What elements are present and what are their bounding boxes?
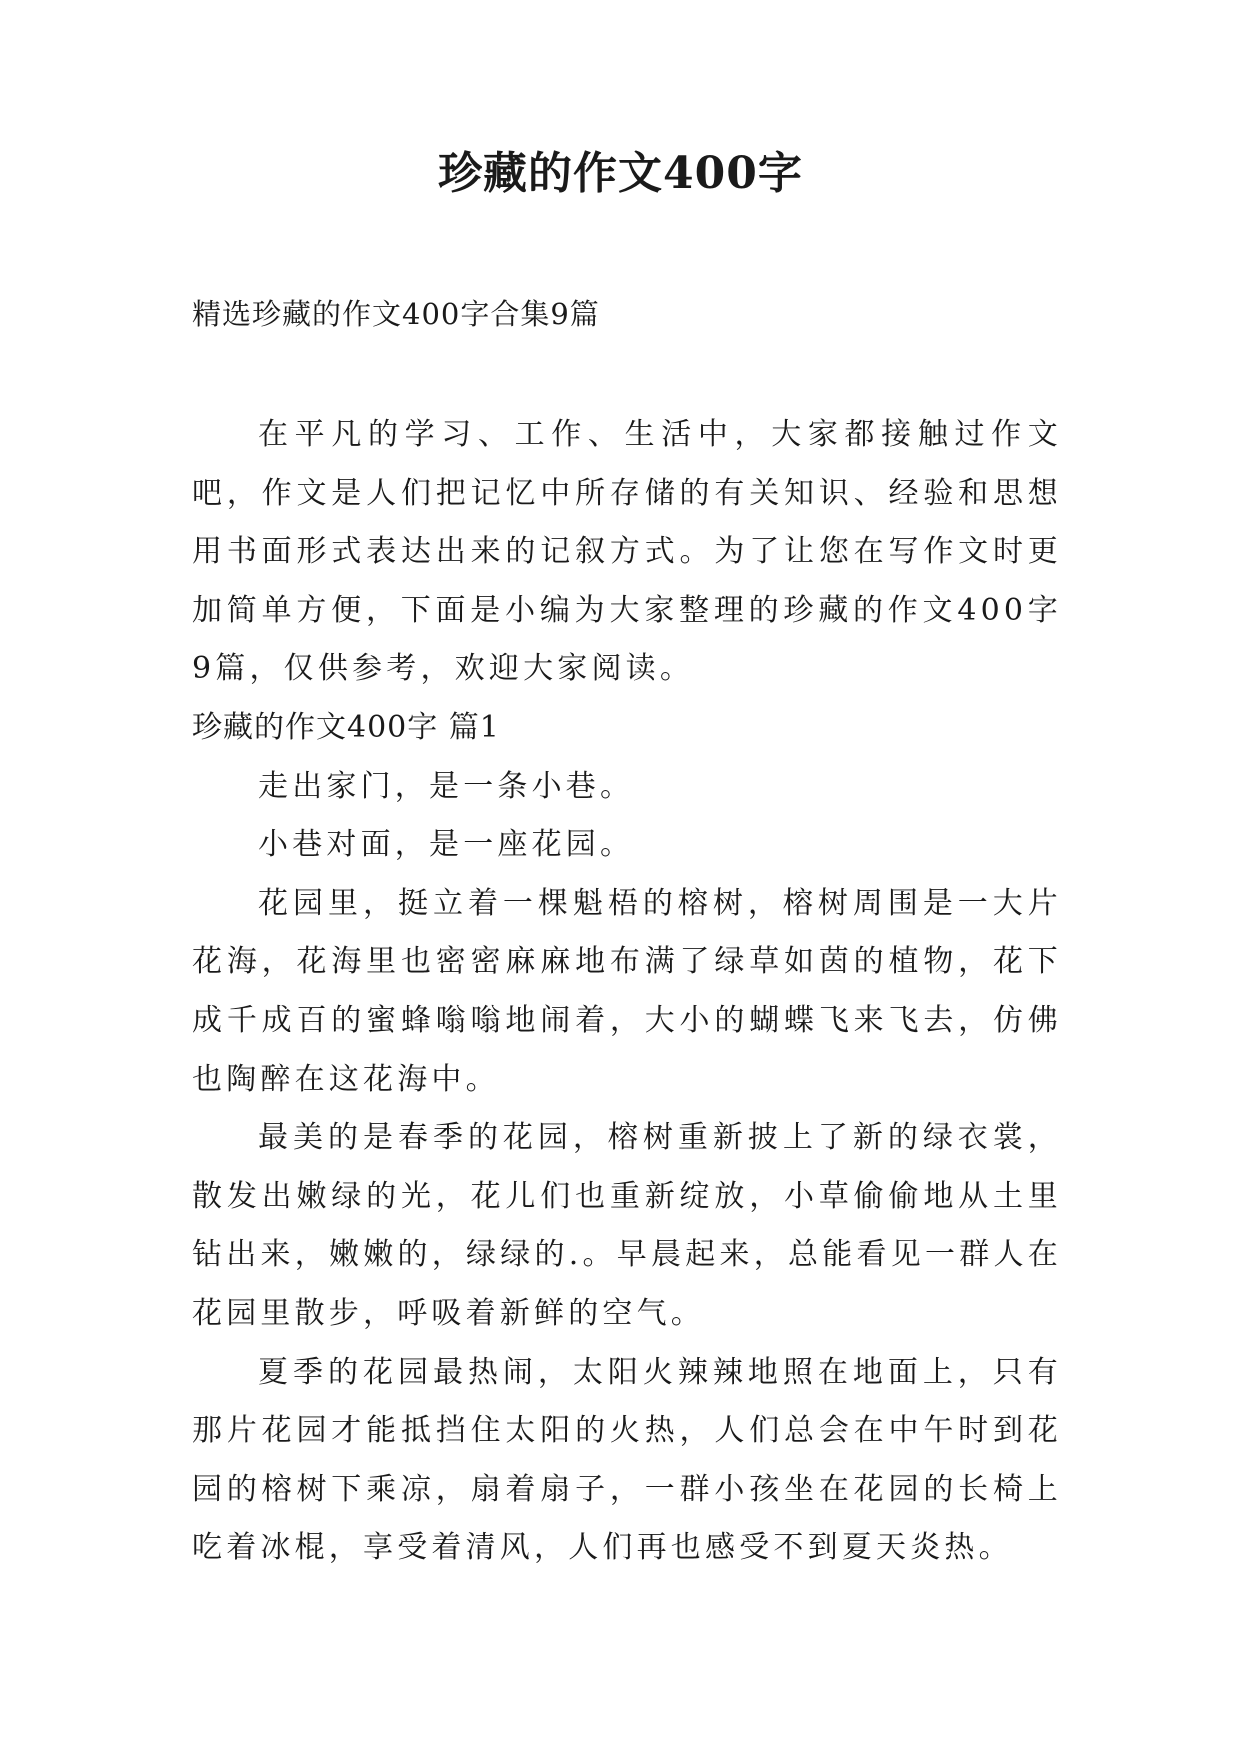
document-body xyxy=(192,406,1062,1578)
body-paragraph: 走出家门，是一条小巷。 xyxy=(258,768,635,804)
body-paragraph: 夏季的花园最热闹，太阳火辣辣地照在地面上，只有那片花园才能抵挡住太阳的火热，人们总会在中午时到花园的榕树下乘凉，扇着扇子，一群小孩坐在花园的长椅上吃着冰棍，享受着清风，人们再也感受不到夏天炎热。 xyxy=(192,1354,1062,1566)
intro-paragraph: 在平凡的学习、工作、生活中，大家都接触过作文吧，作文是人们把记忆中所存储的有关知识、经验和思想用书面形式表达出来的记叙方式。为了让您在写作文时更加简单方便，下面是小编为大家整理的珍藏的作文400字9篇，仅供参考，欢迎大家阅读。 xyxy=(192,417,1062,687)
section-heading: 珍藏的作文400字 篇1 xyxy=(192,709,500,745)
body-paragraph: 小巷对面，是一座花园。 xyxy=(258,827,635,863)
document-title: 珍藏的作文400字 xyxy=(438,148,803,199)
body-paragraph: 花园里，挺立着一棵魁梧的榕树，榕树周围是一大片花海，花海里也密密麻麻地布满了绿草如茵的植物，花下成千成百的蜜蜂嗡嗡地闹着，大小的蝴蝶飞来飞去，仿佛也陶醉在这花海中。 xyxy=(192,885,1062,1097)
document-subtitle: 精选珍藏的作文400字合集9篇 xyxy=(192,297,600,331)
body-paragraph: 最美的是春季的花园，榕树重新披上了新的绿衣裳，散发出嫩绿的光，花儿们也重新绽放，小草偷偷地从土里钻出来，嫩嫩的，绿绿的.。早晨起来，总能看见一群人在花园里散步，呼吸着新鲜的空气。 xyxy=(192,1120,1062,1331)
